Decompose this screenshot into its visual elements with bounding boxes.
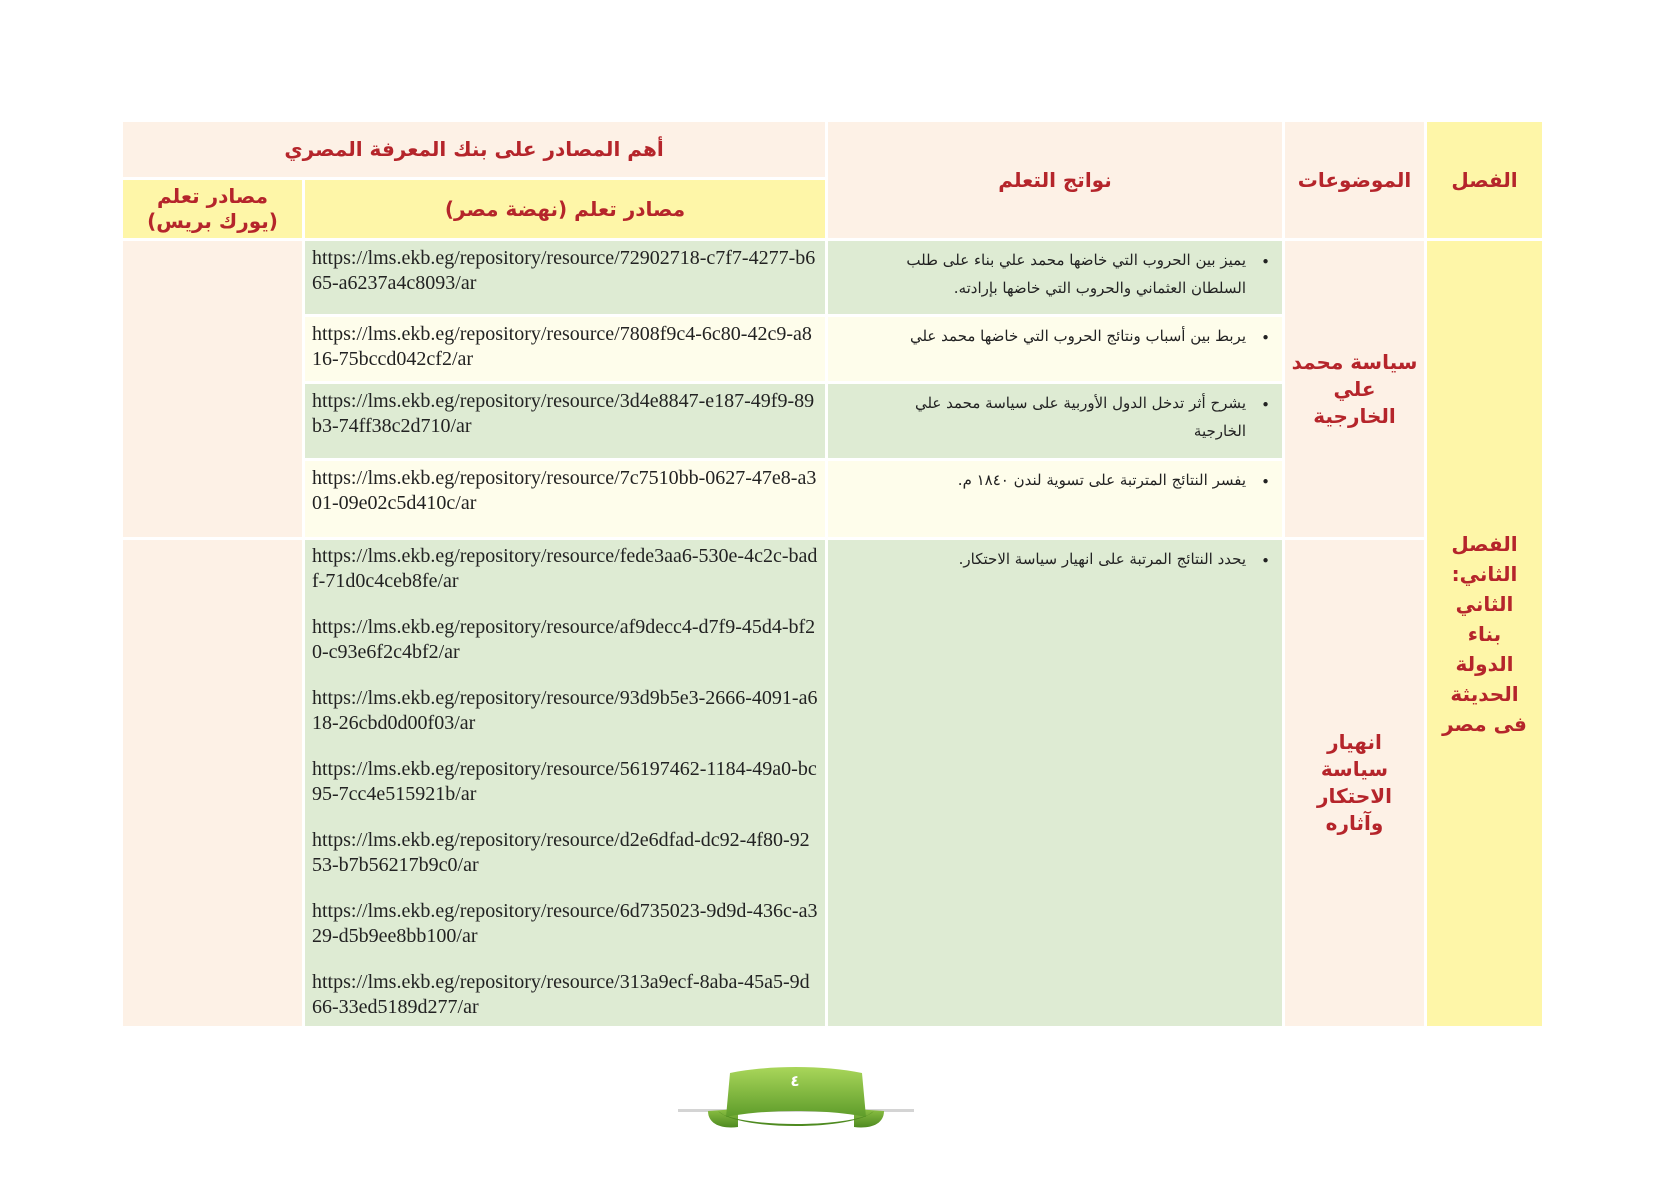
bullet-icon: • (1261, 473, 1270, 491)
resource-link[interactable]: https://lms.ekb.eg/repository/resource/d2e6dfad-dc92-4f80-9253-b7b56217b9c0/ar (312, 829, 810, 876)
york-sources-cell (123, 241, 302, 537)
outcome-item: • يميز بين الحروب التي خاضها محمد علي بناء على طلب السلطان العثماني والحروب التي خاضها بإرادته. (828, 241, 1282, 314)
bullet-icon: • (1261, 329, 1270, 347)
bullet-icon: • (1261, 552, 1270, 570)
outcome-item: • يفسر النتائج المترتبة على تسوية لندن ١٨٤٠ م. (828, 461, 1282, 537)
resource-link[interactable]: https://lms.ekb.eg/repository/resource/af9decc4-d7f9-45d4-bf20-c93e6f2c4bf2/ar (312, 616, 816, 663)
curriculum-table (123, 122, 1542, 1026)
resource-link[interactable]: https://lms.ekb.eg/repository/resource/313a9ecf-8aba-45a5-9d66-33ed5189d277/ar (312, 971, 810, 1018)
header-chapter: الفصل (1427, 122, 1542, 238)
topic-foreign-policy: سياسة محمد علي الخارجية (1285, 241, 1424, 537)
outcome-item: • يشرح أثر تدخل الدول الأوربية على سياسة محمد علي الخارجية (828, 384, 1282, 458)
resource-link-list (305, 540, 825, 1026)
chapter-cell: الفصل الثاني: الثاني بناء الدولة الحديثة فى مصر (1427, 241, 1542, 1026)
page-number: ٤ (790, 1072, 800, 1090)
resource-link[interactable]: https://lms.ekb.eg/repository/resource/7c7510bb-0627-47e8-a301-09e02c5d410c/ar (305, 461, 825, 537)
header-sources-nahda: مصادر تعلم (نهضة مصر) (305, 180, 825, 238)
header-topics: الموضوعات (1285, 122, 1424, 238)
resource-link[interactable]: https://lms.ekb.eg/repository/resource/7808f9c4-6c80-42c9-a816-75bccd042cf2/ar (305, 317, 825, 381)
header-outcomes: نواتج التعلم (828, 122, 1282, 238)
resource-link[interactable]: https://lms.ekb.eg/repository/resource/72902718-c7f7-4277-b665-a6237a4c8093/ar (305, 241, 825, 314)
header-sources-group: أهم المصادر على بنك المعرفة المصري (123, 122, 825, 177)
resource-link[interactable]: https://lms.ekb.eg/repository/resource/93d9b5e3-2666-4091-a618-26cbd0d00f03/ar (312, 687, 818, 734)
bullet-icon: • (1261, 396, 1270, 414)
topic-monopoly-collapse: انهيار سياسة الاحتكار وآثاره (1285, 540, 1424, 1026)
resource-link[interactable]: https://lms.ekb.eg/repository/resource/6d735023-9d9d-436c-a329-d5b9ee8bb100/ar (312, 900, 818, 947)
header-sources-york: مصادر تعلم (يورك بريس) (123, 180, 302, 238)
outcome-item: • يحدد النتائج المرتبة على انهيار سياسة الاحتكار. (828, 540, 1282, 1026)
resource-link[interactable]: https://lms.ekb.eg/repository/resource/56197462-1184-49a0-bc95-7cc4e515921b/ar (312, 758, 817, 805)
resource-link[interactable]: https://lms.ekb.eg/repository/resource/fede3aa6-530e-4c2c-badf-71d0c4ceb8fe/ar (312, 545, 818, 592)
york-sources-cell (123, 540, 302, 1026)
bullet-icon: • (1261, 253, 1270, 271)
outcome-item: • يربط بين أسباب ونتائج الحروب التي خاضها محمد علي (828, 317, 1282, 381)
resource-link[interactable]: https://lms.ekb.eg/repository/resource/3d4e8847-e187-49f9-89b3-74ff38c2d710/ar (305, 384, 825, 458)
